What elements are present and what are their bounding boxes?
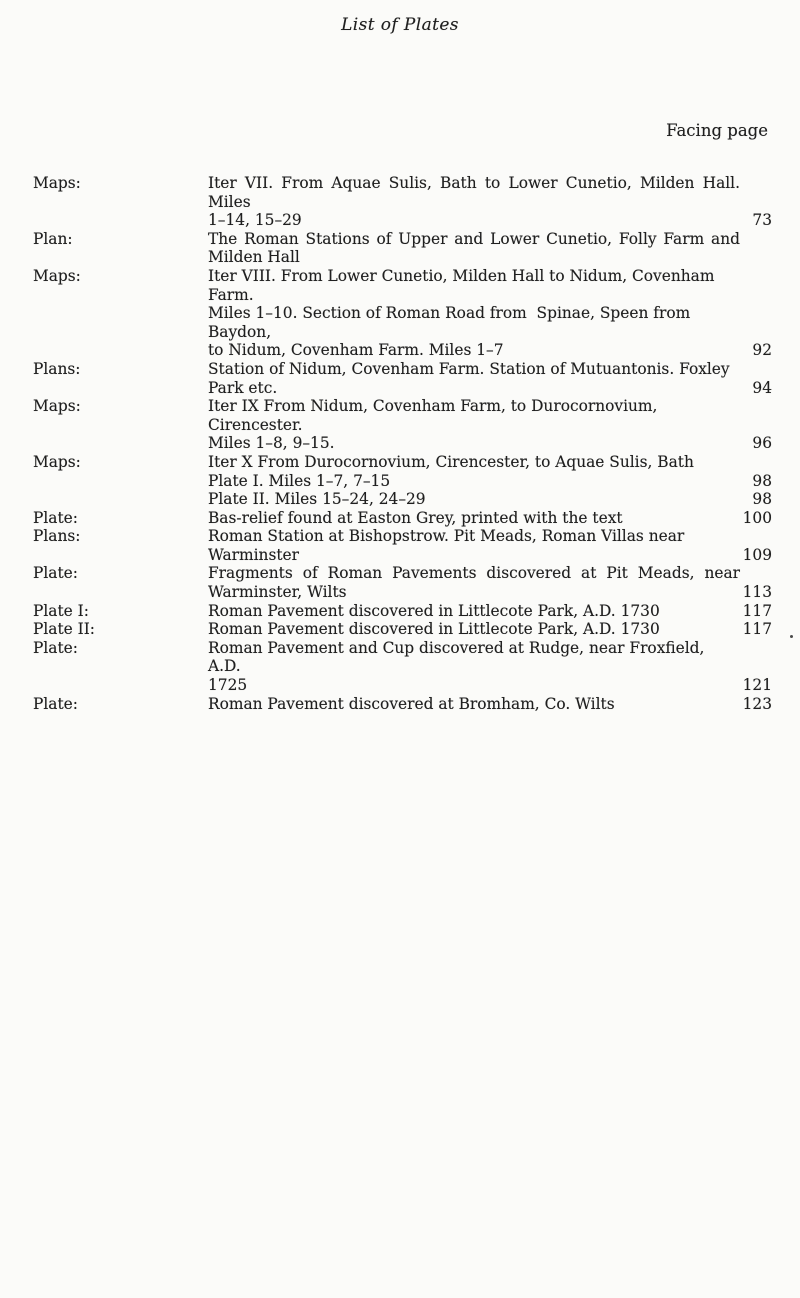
entry-facing-page-number: 100 <box>742 508 772 527</box>
plate-entry-line <box>33 211 800 230</box>
entry-description-line: Roman Pavement discovered in Littlecote Park, A.D. 1730 <box>208 601 660 620</box>
entry-label: Plans: <box>33 359 81 378</box>
entry-facing-page-number <box>740 453 800 472</box>
plate-entry-line <box>33 434 800 453</box>
entry-label: Plate I: <box>33 601 89 620</box>
entry-label <box>33 583 208 602</box>
entry-label <box>33 379 208 398</box>
entry-facing-page-number: 94 <box>752 378 772 397</box>
entry-label: Plate: <box>33 638 78 657</box>
entry-facing-page-number <box>740 360 800 379</box>
entry-facing-page-number <box>740 397 800 434</box>
entry-description-line: Fragments of Roman Pavements discovered at Pit Meads, near <box>208 564 740 583</box>
entry-description-line: Miles 1–10. Section of Roman Road from Spinae, Speen from Baydon, <box>208 304 696 341</box>
plate-entry-line <box>33 546 800 565</box>
plate-entry-line <box>33 602 800 621</box>
entry-facing-page-number: 121 <box>742 676 772 695</box>
entry-description-line: Iter X From Durocornovium, Cirencester, to Aquae Sulis, Bath <box>208 452 694 471</box>
plate-entry-line <box>33 490 800 509</box>
plate-entry-line <box>33 676 800 695</box>
entry-description-line: Miles 1–8, 9–15. <box>208 434 335 453</box>
entry-facing-page-number <box>740 304 800 341</box>
entry-label: Plan: <box>33 229 73 248</box>
entry-label <box>33 304 208 341</box>
plate-entry-line <box>33 341 800 360</box>
plate-entry-line <box>33 174 800 211</box>
entry-description-line: Iter IX From Nidum, Covenham Farm, to Durocornovium, Cirencester. <box>208 397 663 434</box>
entry-description-line: 1–14, 15–29 <box>208 211 302 230</box>
entry-facing-page-number <box>740 564 800 583</box>
facing-page-label: Facing page <box>666 121 768 140</box>
entry-description-line: to Nidum, Covenham Farm. Miles 1–7 <box>208 341 504 360</box>
entry-facing-page-number <box>740 639 800 676</box>
plate-entry-line <box>33 397 800 434</box>
entry-description-line: Warminster, Wilts <box>208 583 347 602</box>
entry-label <box>33 211 208 230</box>
entry-description-line: Plate I. Miles 1–7, 7–15 <box>208 471 391 490</box>
entry-label <box>33 546 208 565</box>
entry-label: Maps: <box>33 266 81 285</box>
plate-entry-line <box>33 453 800 472</box>
entry-description-line: Roman Pavement discovered at Bromham, Co. Wilts <box>208 694 615 713</box>
plate-entry-line <box>33 267 800 304</box>
entry-description-line: 1725 <box>208 676 248 695</box>
entry-label: Maps: <box>33 452 81 471</box>
entry-label <box>33 434 208 453</box>
page-title: List of Plates <box>341 15 459 35</box>
entry-label: Maps: <box>33 397 81 416</box>
plate-list <box>0 174 800 713</box>
entry-description-line: Iter VII. From Aquae Sulis, Bath to Lower Cunetio, Milden Hall. Miles <box>208 174 745 211</box>
entry-label <box>33 472 208 491</box>
entry-facing-page-number: 117 <box>742 601 772 620</box>
entry-facing-page-number: 98 <box>752 471 772 490</box>
entry-description-line: Iter VIII. From Lower Cunetio, Milden Hall to Nidum, Covenham Farm. <box>208 266 720 304</box>
entry-facing-page-number <box>740 527 800 546</box>
entry-label: Plate: <box>33 694 78 713</box>
entry-label: Maps: <box>33 174 81 192</box>
entry-facing-page-number <box>740 174 800 211</box>
plate-entry-line <box>33 695 800 714</box>
entry-facing-page-number: 96 <box>752 434 772 453</box>
scan-artifact-dot <box>790 635 793 638</box>
entry-label: Plate: <box>33 508 78 527</box>
plate-entry-line <box>33 304 800 341</box>
entry-description-line: The Roman Stations of Upper and Lower Cunetio, Folly Farm and <box>208 229 740 248</box>
entry-facing-page-number: 98 <box>752 490 772 509</box>
entry-label <box>33 490 208 509</box>
entry-label: Plate: <box>33 564 78 583</box>
entry-facing-page-number: 117 <box>742 620 772 639</box>
entry-label <box>33 341 208 360</box>
entry-label: Plate II: <box>33 620 95 639</box>
plate-entry-line <box>33 509 800 528</box>
plate-entry-line <box>33 230 800 249</box>
entry-description-line: Bas-relief found at Easton Grey, printed with the text <box>208 508 623 527</box>
plate-entry-line <box>33 379 800 398</box>
entry-description-line: Station of Nidum, Covenham Farm. Station of Mutuantonis. Foxley <box>208 359 730 378</box>
entry-facing-page-number <box>740 248 800 267</box>
entry-facing-page-number: 113 <box>742 583 772 602</box>
entry-label: Plans: <box>33 527 81 546</box>
entry-facing-page-number <box>740 267 800 304</box>
plate-entry-line <box>33 360 800 379</box>
plate-entry-line <box>33 527 800 546</box>
entry-label <box>33 676 208 695</box>
entry-description-line: Roman Station at Bishopstrow. Pit Meads, Roman Villas near <box>208 527 685 546</box>
entry-facing-page-number: 73 <box>752 211 772 230</box>
entry-facing-page-number <box>740 230 800 249</box>
entry-facing-page-number: 92 <box>752 341 772 360</box>
entry-description-line: Plate II. Miles 15–24, 24–29 <box>208 490 426 509</box>
entry-facing-page-number: 109 <box>742 545 772 564</box>
entry-description-line: Milden Hall <box>208 248 300 267</box>
plate-entry-line <box>33 248 800 267</box>
plate-entry-line <box>33 472 800 491</box>
entry-facing-page-number: 123 <box>742 694 772 713</box>
entry-description-line: Roman Pavement discovered in Littlecote Park, A.D. 1730 <box>208 620 660 639</box>
entry-label <box>33 248 208 267</box>
entry-description-line: Park etc. <box>208 378 278 397</box>
plate-entry-line <box>33 639 800 676</box>
plate-entry-line <box>33 564 800 583</box>
entry-description-line: Warminster <box>208 545 299 564</box>
plate-entry-line <box>33 583 800 602</box>
plate-entry-line <box>33 620 800 639</box>
entry-description-line: Roman Pavement and Cup discovered at Rudge, near Froxfield, A.D. <box>208 638 710 676</box>
